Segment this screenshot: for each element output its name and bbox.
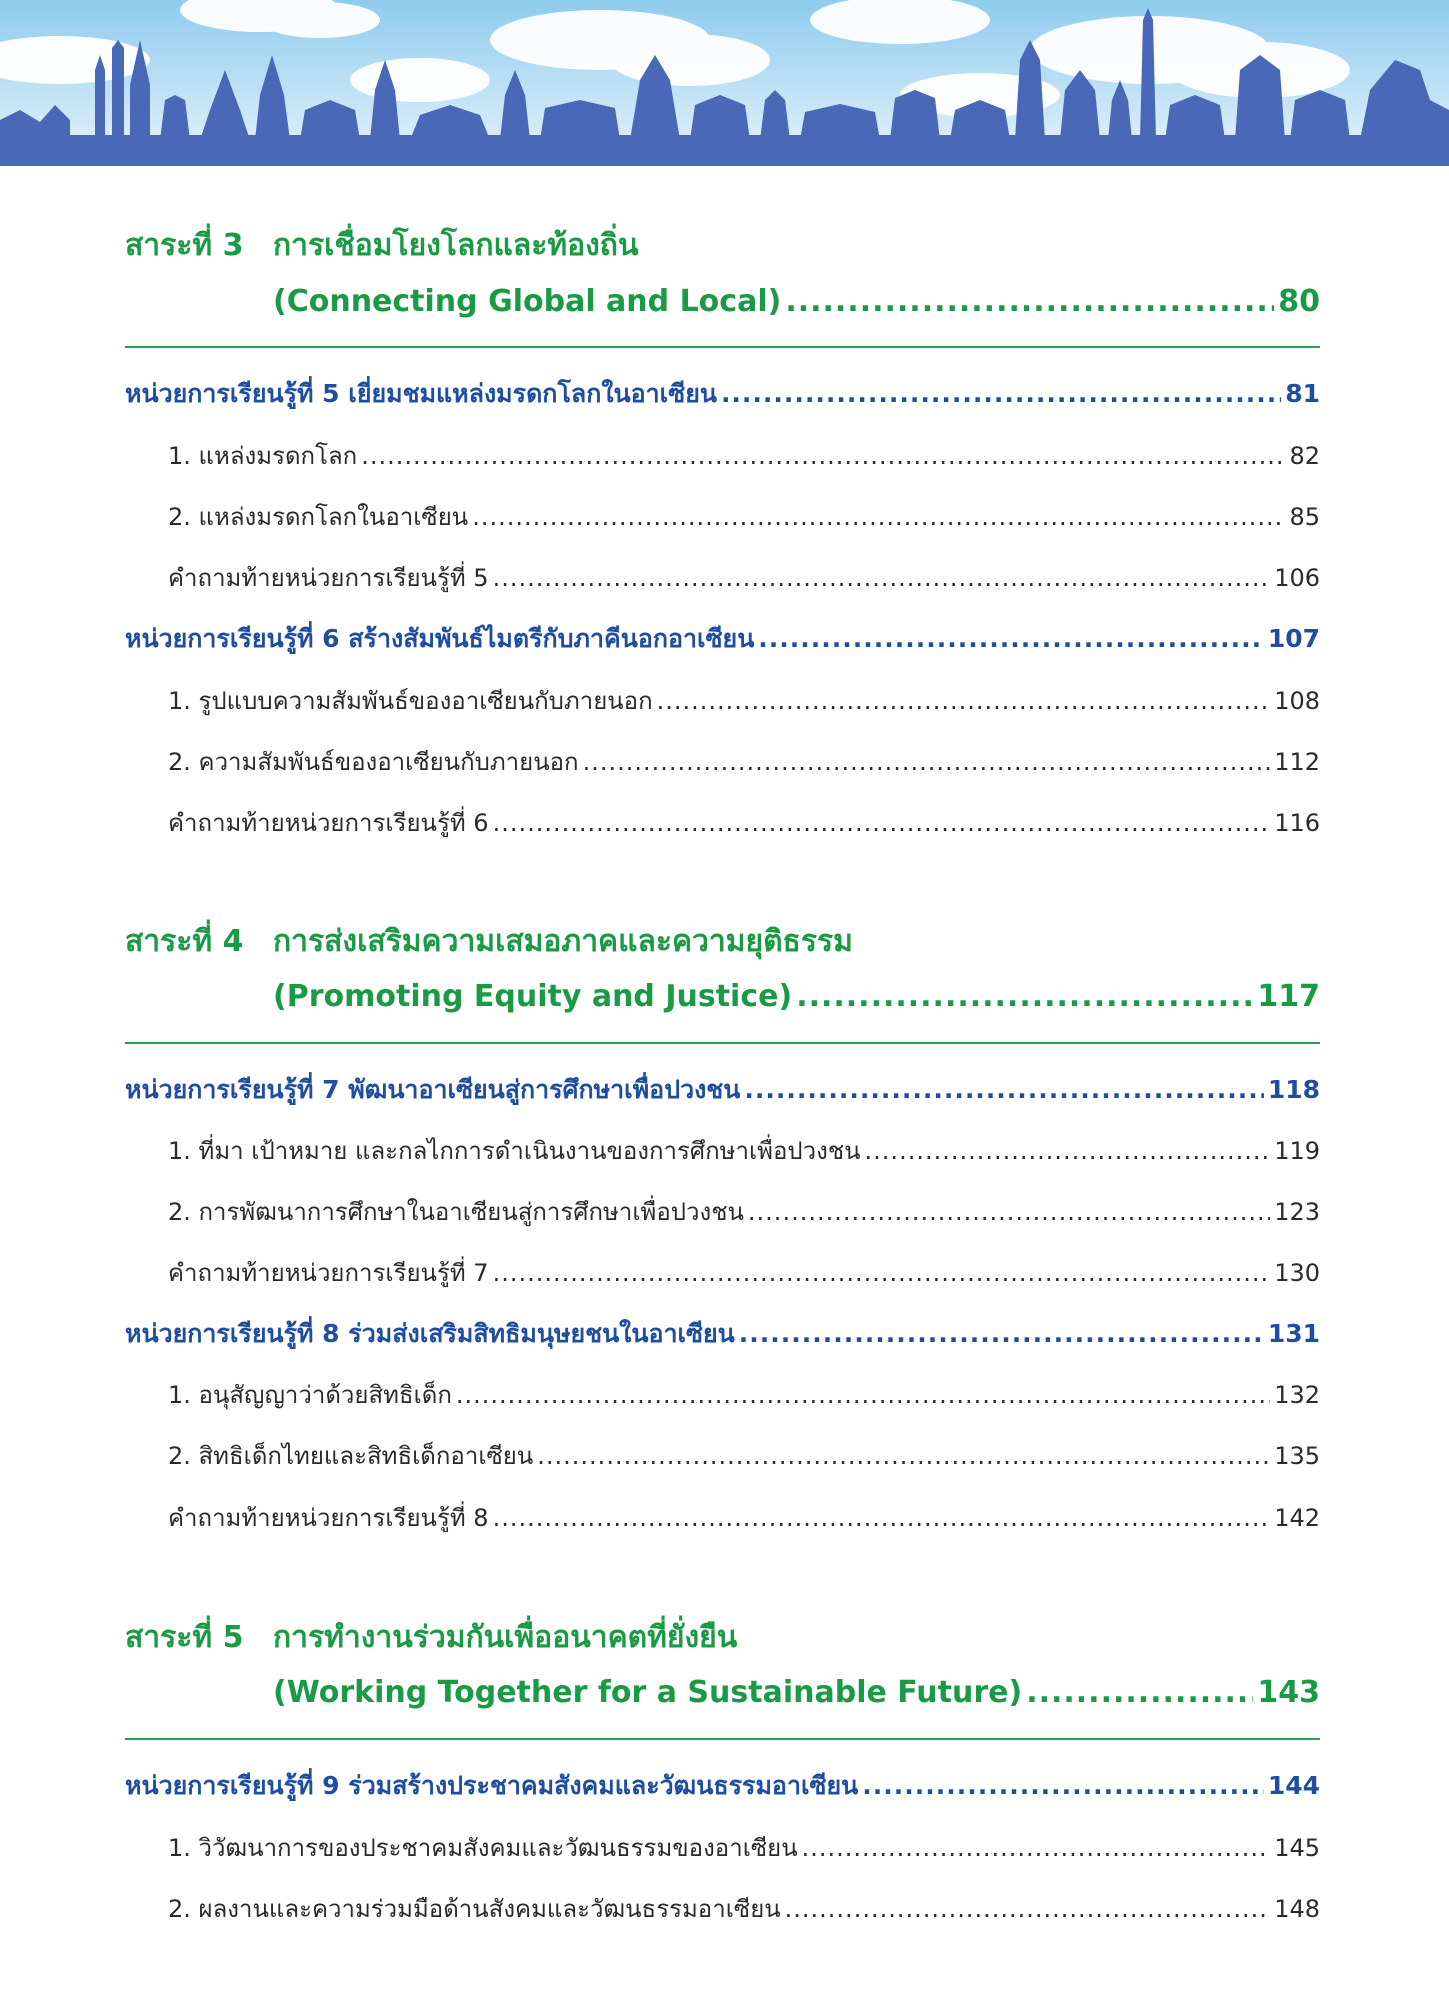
- item-title: 1. วิวัฒนาการของประชาคมสังคมและวัฒนธรรมของอาเซียน: [168, 1834, 798, 1862]
- toc-item[interactable]: [168, 681, 1320, 720]
- unit-entry[interactable]: [125, 619, 1320, 659]
- toc-item[interactable]: [168, 803, 1320, 842]
- item-title: 2. การพัฒนาการศึกษาในอาเซียนสู่การศึกษาเพื่อปวงชน: [168, 1198, 744, 1226]
- toc-item[interactable]: [168, 1253, 1320, 1292]
- toc-item[interactable]: [168, 436, 1320, 475]
- toc-item[interactable]: [168, 1192, 1320, 1231]
- strand-title-thai: การเชื่อมโยงโลกและท้องถิ่น: [273, 228, 639, 263]
- unit-entry[interactable]: [125, 374, 1320, 414]
- strand-title-thai: การส่งเสริมความเสมอภาคและความยุติธรรม: [273, 924, 853, 959]
- unit-title: หน่วยการเรียนรู้ที่ 6 สร้างสัมพันธ์ไมตรีกับภาคีนอกอาเซียน: [125, 624, 755, 653]
- item-page-number: 130: [1274, 1259, 1320, 1287]
- strand-page-number: 117: [1257, 979, 1320, 1014]
- dot-leader: [493, 1504, 1271, 1532]
- item-title: คำถามท้ายหน่วยการเรียนรู้ที่ 8: [168, 1504, 489, 1532]
- strand-number: สาระที่ 4: [125, 924, 244, 959]
- strand-title-english: (Connecting Global and Local): [273, 284, 782, 319]
- item-page-number: 106: [1274, 564, 1320, 592]
- dot-leader: [721, 379, 1281, 408]
- dot-leader: [758, 624, 1264, 653]
- item-title: คำถามท้ายหน่วยการเรียนรู้ที่ 7: [168, 1259, 489, 1287]
- item-page-number: 112: [1274, 748, 1320, 776]
- unit-entry[interactable]: [125, 1766, 1320, 1806]
- toc-item[interactable]: [168, 1131, 1320, 1170]
- strand-page-number: 143: [1257, 1675, 1320, 1710]
- dot-leader: [456, 1381, 1270, 1409]
- dot-leader: [739, 1319, 1264, 1348]
- strand-heading-english[interactable]: [273, 1675, 1320, 1710]
- dot-leader: [785, 1895, 1271, 1923]
- dot-leader: [493, 1259, 1271, 1287]
- strand-number: สาระที่ 3: [125, 228, 244, 263]
- item-page-number: 82: [1289, 442, 1320, 470]
- unit-page-number: 118: [1267, 1075, 1320, 1104]
- item-title: 1. ที่มา เป้าหมาย และกลไกการดำเนินงานของการศึกษาเพื่อปวงชน: [168, 1137, 861, 1165]
- item-title: 2. สิทธิเด็กไทยและสิทธิเด็กอาเซียน: [168, 1442, 534, 1470]
- dot-leader: [1026, 1675, 1253, 1710]
- unit-title: หน่วยการเรียนรู้ที่ 8 ร่วมส่งเสริมสิทธิมนุษยชนในอาเซียน: [125, 1319, 735, 1348]
- item-page-number: 135: [1274, 1442, 1320, 1470]
- item-page-number: 148: [1274, 1895, 1320, 1923]
- strand-number: สาระที่ 5: [125, 1620, 244, 1655]
- item-title: 2. แหล่งมรดกโลกในอาเซียน: [168, 503, 469, 531]
- dot-leader: [537, 1442, 1270, 1470]
- item-page-number: 108: [1274, 687, 1320, 715]
- toc-item[interactable]: [168, 1375, 1320, 1414]
- unit-page-number: 81: [1285, 379, 1320, 408]
- strand-title-english: (Promoting Equity and Justice): [273, 979, 793, 1014]
- dot-leader: [744, 1075, 1263, 1104]
- toc-item[interactable]: [168, 1889, 1320, 1928]
- item-title: คำถามท้ายหน่วยการเรียนรู้ที่ 5: [168, 564, 489, 592]
- unit-title: หน่วยการเรียนรู้ที่ 7 พัฒนาอาเซียนสู่การศึกษาเพื่อปวงชน: [125, 1075, 741, 1104]
- strand-heading: [125, 222, 1320, 269]
- section-divider: [125, 346, 1320, 348]
- strand-heading: [125, 918, 1320, 965]
- toc-item[interactable]: [168, 558, 1320, 597]
- item-title: 2. ผลงานและความร่วมมือด้านสังคมและวัฒนธรรมอาเซียน: [168, 1895, 781, 1923]
- dot-leader: [796, 979, 1253, 1014]
- item-title: 1. อนุสัญญาว่าด้วยสิทธิเด็ก: [168, 1381, 452, 1409]
- item-page-number: 123: [1274, 1198, 1320, 1226]
- item-page-number: 119: [1274, 1137, 1320, 1165]
- dot-leader: [802, 1834, 1271, 1862]
- toc-item[interactable]: [168, 1436, 1320, 1475]
- dot-leader: [493, 809, 1271, 837]
- dot-leader: [493, 564, 1271, 592]
- item-page-number: 85: [1289, 503, 1320, 531]
- dot-leader: [862, 1771, 1264, 1800]
- dot-leader: [785, 284, 1274, 319]
- toc-item[interactable]: [168, 1498, 1320, 1537]
- item-title: คำถามท้ายหน่วยการเรียนรู้ที่ 6: [168, 809, 489, 837]
- item-title: 1. แหล่งมรดกโลก: [168, 442, 358, 470]
- toc-item[interactable]: [168, 497, 1320, 536]
- dot-leader: [361, 442, 1285, 470]
- dot-leader: [657, 687, 1271, 715]
- unit-title: หน่วยการเรียนรู้ที่ 5 เยี่ยมชมแหล่งมรดกโลกในอาเซียน: [125, 379, 717, 408]
- toc-item[interactable]: [168, 742, 1320, 781]
- strand-title-english: (Working Together for a Sustainable Future): [273, 1675, 1023, 1710]
- item-page-number: 142: [1274, 1504, 1320, 1532]
- dot-leader: [583, 748, 1271, 776]
- item-title: 1. รูปแบบความสัมพันธ์ของอาเซียนกับภายนอก: [168, 687, 653, 715]
- item-page-number: 132: [1274, 1381, 1320, 1409]
- strand-heading-english[interactable]: [273, 284, 1320, 319]
- section-divider: [125, 1738, 1320, 1740]
- strand-title-thai: การทำงานร่วมกันเพื่ออนาคตที่ยั่งยืน: [273, 1620, 738, 1655]
- strand-heading-english[interactable]: [273, 979, 1320, 1014]
- dot-leader: [865, 1137, 1271, 1165]
- unit-entry[interactable]: [125, 1314, 1320, 1354]
- strand-heading: [125, 1614, 1320, 1661]
- item-page-number: 145: [1274, 1834, 1320, 1862]
- section-divider: [125, 1042, 1320, 1044]
- strand-page-number: 80: [1278, 284, 1320, 319]
- unit-page-number: 131: [1267, 1319, 1320, 1348]
- unit-title: หน่วยการเรียนรู้ที่ 9 ร่วมสร้างประชาคมสังคมและวัฒนธรรมอาเซียน: [125, 1771, 859, 1800]
- dot-leader: [472, 503, 1285, 531]
- item-title: 2. ความสัมพันธ์ของอาเซียนกับภายนอก: [168, 748, 579, 776]
- unit-page-number: 144: [1267, 1771, 1320, 1800]
- dot-leader: [748, 1198, 1270, 1226]
- item-page-number: 116: [1274, 809, 1320, 837]
- unit-entry[interactable]: [125, 1070, 1320, 1110]
- unit-page-number: 107: [1267, 624, 1320, 653]
- toc-item[interactable]: [168, 1828, 1320, 1867]
